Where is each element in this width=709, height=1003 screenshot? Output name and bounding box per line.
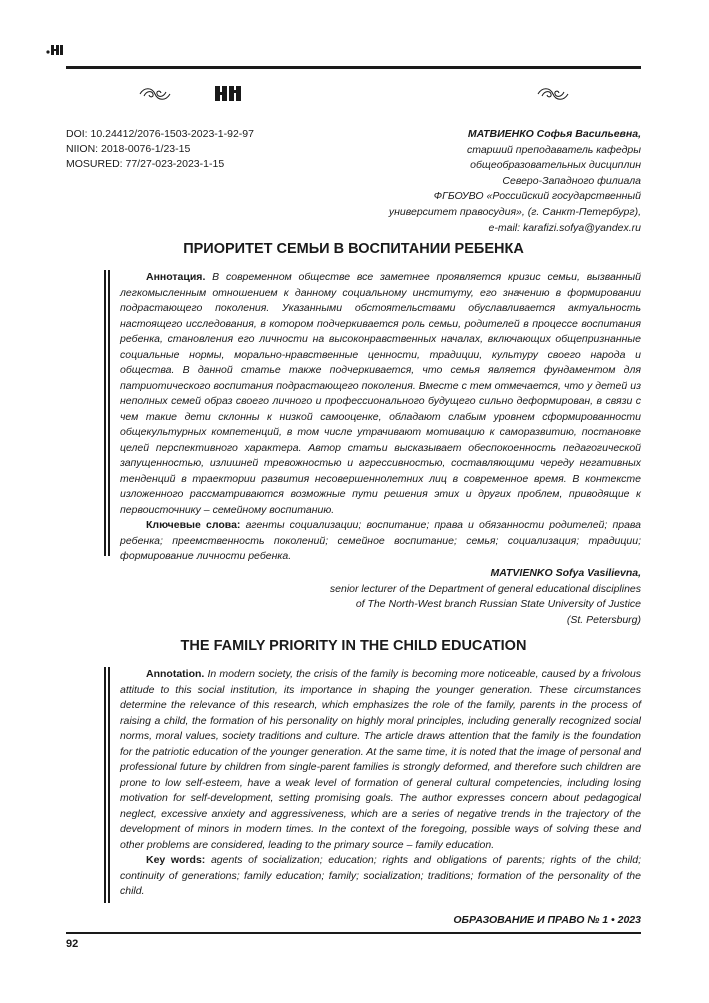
niion: NIION: 2018-0076-1/23-15: [66, 143, 191, 155]
abstract-en: [120, 667, 641, 900]
mosured: MOSURED: 77/27-023-2023-1-15: [66, 158, 225, 170]
author-line-ru: Северо-Западного филиала: [502, 174, 641, 187]
keywords-ru: агенты социализации; воспитание; права и обязанности родителей; права ребенка; преемственность поколений; семейное воспитание; семья; социализация; традиции; формирование личности ребенка.: [120, 519, 641, 562]
author-line-ru: старший преподаватель кафедры: [466, 143, 641, 156]
page-number: 92: [66, 938, 79, 950]
abstract-bar-en: [108, 667, 110, 903]
doi: DOI: 10.24412/2076-1503-2023-1-92-97: [66, 128, 254, 140]
abstract-text-en: In modern society, the crisis of the family is becoming more noticeable, caused by a frivolous attitude to this social institution, its importance in shaping the younger generation. These circumstances determine the relevance of this research, which emphasizes the role of the family, parents in the process of raising a child, the formation of his personality on highly moral principles, including generally recognized social norms, moral values, society traditions and culture. The article draws attention that the family is the foundation for the patriotic education of the younger generation. At the same time, it is noted that the image of personal and professional future by children from single-parent families is strongly deformed, and therefore such children are prone to low self-esteem, have a weak level of formation of general cultural competencies, including losing motivation for self-development, setting promising goals. The author expresses concern about pedagogical neglect, excessive anxiety and aggressiveness, which are a series of negative trends in the trajectory of the development of minors in modern times. In the context of the foregoing, possible ways of solving these and other problems are considered, leading to the primary source – family education.: [120, 668, 642, 851]
author-line-ru: ФГБОУВО «Российский государственный: [433, 190, 641, 203]
author-line-en: (St. Petersburg): [566, 613, 641, 626]
footer-rule: [66, 932, 641, 934]
ornament-left-icon: [138, 86, 172, 102]
keywords-en: agents of socialization; education; rights and obligations of parents; rights of the child; continuity of generations; family education; family; socialization; traditions; formation of the personality of the child.: [120, 854, 641, 897]
author-line-en: of The North-West branch Russian State University of Justice: [355, 598, 641, 611]
journal-emblem-icon: [214, 84, 242, 102]
author-name-ru: МАТВИЕНКО Софья Васильевна,: [467, 128, 641, 140]
article-identifiers: [66, 127, 254, 172]
abstract-bar-ru: [108, 270, 110, 556]
abstract-ru: [120, 270, 641, 565]
author-line-ru: университет правосудия», (г. Санкт-Петербург),: [388, 205, 641, 218]
keywords-label-en: Key words:: [146, 854, 206, 866]
abstract-bar-en: [104, 667, 106, 903]
author-line-en: senior lecturer of the Department of general educational disciplines: [329, 582, 641, 595]
author-name-en: MATVIENKO Sofya Vasilievna,: [490, 567, 641, 579]
author-line-ru: общеобразовательных дисциплин: [470, 159, 641, 172]
article-title-ru: ПРИОРИТЕТ СЕМЬИ В ВОСПИТАНИИ РЕБЕНКА: [183, 241, 524, 257]
keywords-label-ru: Ключевые слова:: [146, 519, 241, 531]
abstract-label-ru: Аннотация.: [146, 271, 206, 283]
journal-footer-title: ОБРАЗОВАНИЕ И ПРАВО № 1 • 2023: [453, 914, 641, 926]
author-block-ru: [311, 127, 641, 236]
article-title-en: THE FAMILY PRIORITY IN THE CHILD EDUCATION: [180, 638, 527, 654]
author-email-ru: e-mail: karafizi.sofya@yandex.ru: [488, 221, 641, 234]
abstract-label-en: Annotation.: [146, 668, 205, 680]
author-block-en: [221, 566, 641, 628]
ornament-right-icon: [536, 86, 570, 102]
abstract-bar-ru: [104, 270, 106, 556]
header-rule: [66, 66, 641, 69]
abstract-text-ru: В современном обществе все заметнее проявляется кризис семьи, вызванный легкомысленным отношением к данному социальному институту, его значению в формировании подрастающего поколения. Указанными обстоятельствами обуславливается актуальность настоящего исследования, в котором подчеркивается роль семьи, родителей в процессе воспитания ребенка, становления его личности на высоконравственных началах, включающих общепризнанные социальные нормы, морально-нравственные ценности, традиции, культуру своего народа и общества. В данной статье также подчеркивается, что семья является фундаментом для патриотического воспитания подрастающего поколения. Вместе с тем отмечается, что у детей из неполных семей образ своего личного и профессионального будущего сильно деформирован, в связи с чем такие дети склонны к низкой самооценке, обладают слабым уровнем сформированности общекультурных компетенций, в том числе утрачивают мотивацию к саморазвитию, постановке целей перспективного характера. Автор статьи высказывает обеспокоенность педагогической запущенностью, излишней тревожностью и агрессивностью, составляющими череду негативных тенденций в траектории развития несовершеннолетних лиц в современное время. В контексте изложенного рассматриваются возможные пути решения этих и других проблем, приводящие к первоисточнику – семейному воспитанию.: [120, 271, 641, 516]
journal-logo-icon: [46, 43, 64, 57]
